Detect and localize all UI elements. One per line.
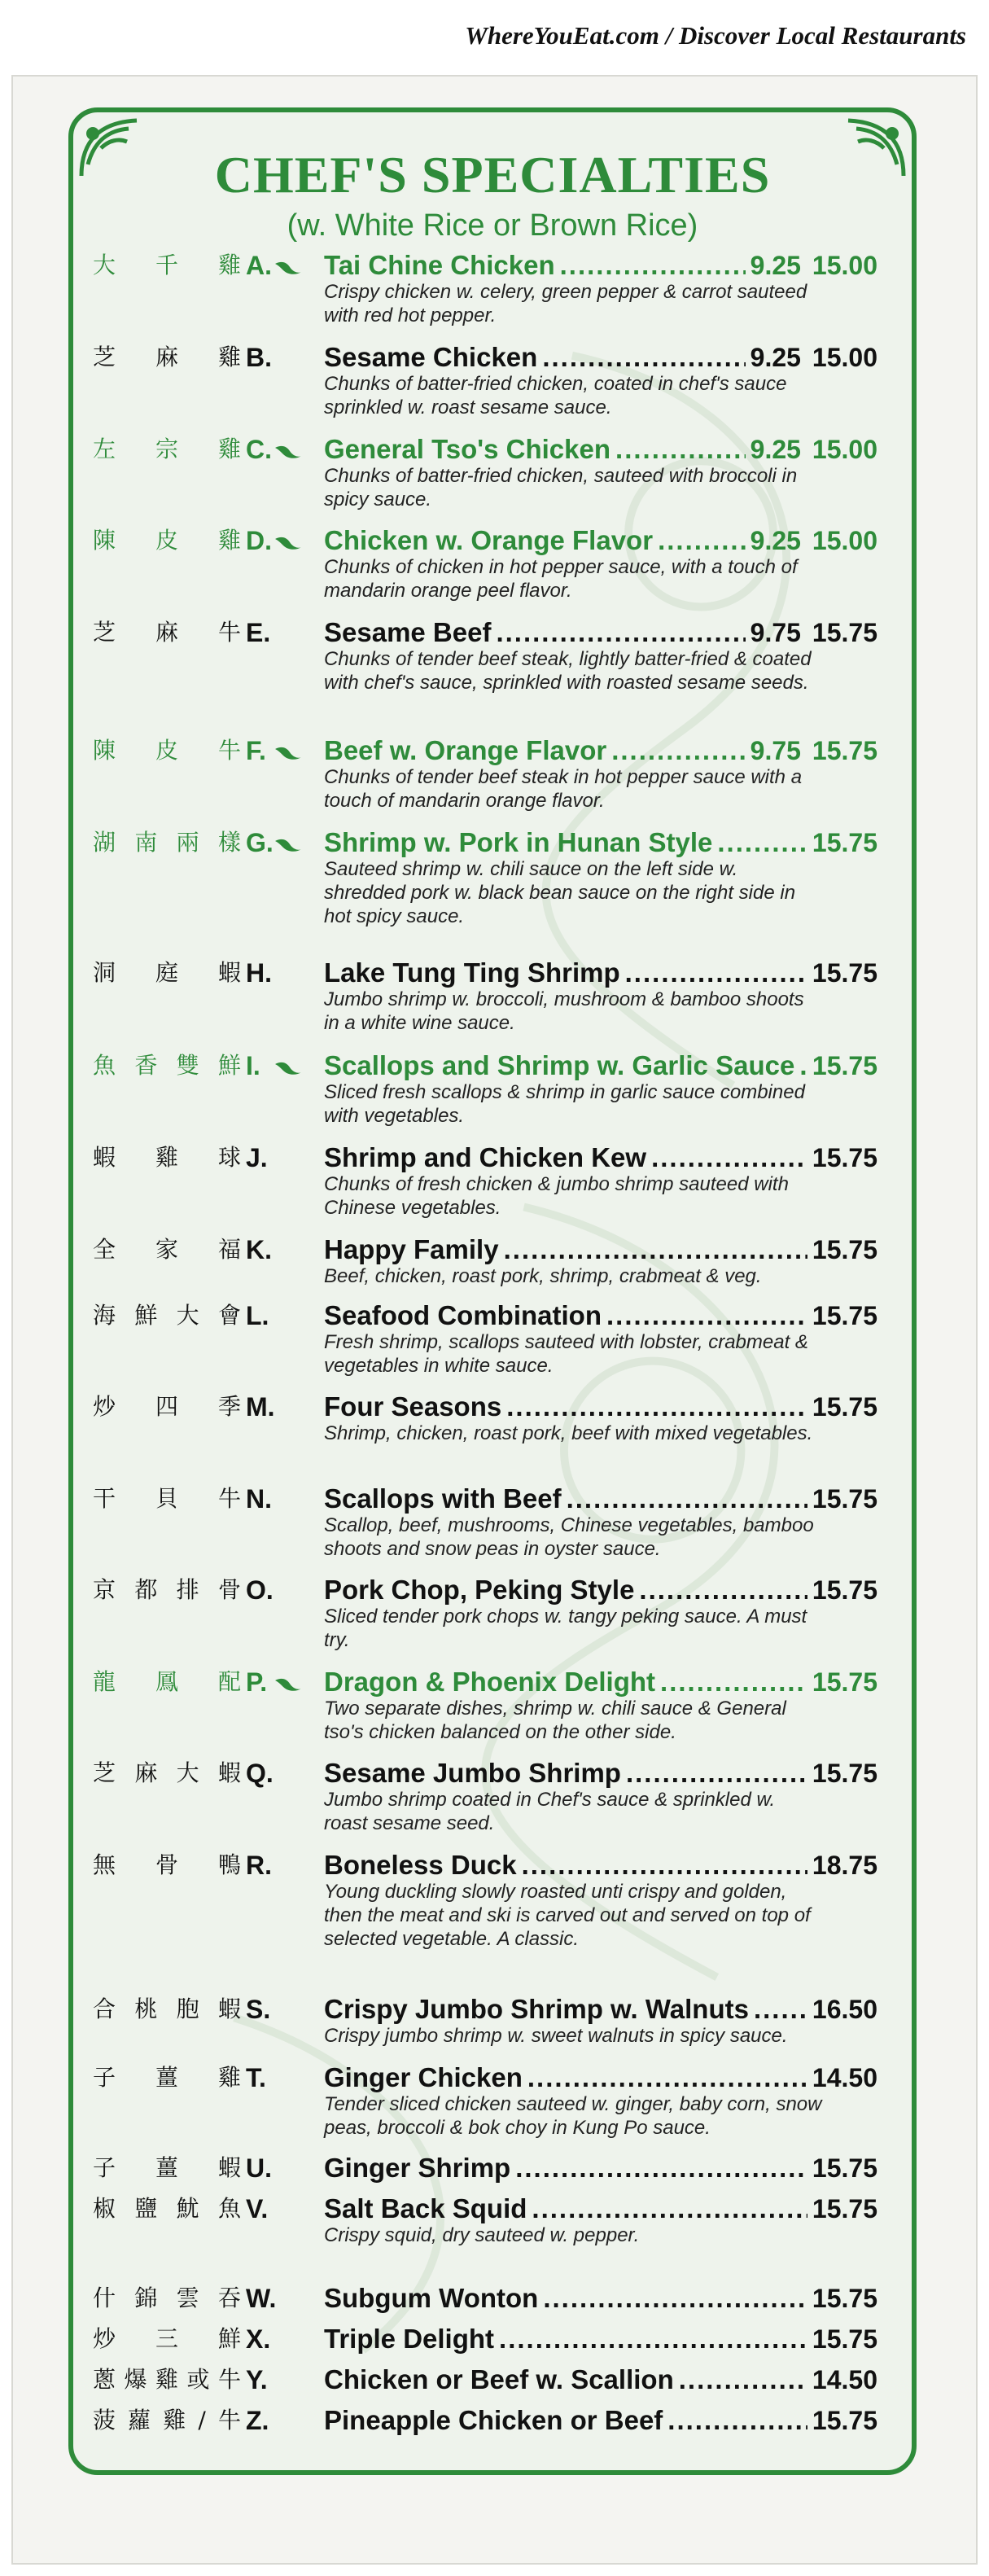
- menu-item-name-line: [324, 2323, 877, 2355]
- menu-item-name-line: [324, 2282, 877, 2315]
- menu-item-name: Four Seasons: [324, 1391, 502, 1422]
- menu-item-description: Scallop, beef, mushrooms, Chinese vegetables, bamboo shoots and snow peas in oyster sauce.: [324, 1514, 814, 1560]
- dot-leader: [658, 524, 746, 557]
- menu-item-letter: C.: [246, 435, 272, 464]
- price-large: 15.75: [812, 1759, 877, 1788]
- menu-item-name: Pork Chop, Peking Style: [324, 1575, 635, 1605]
- menu-item-name: Triple Delight: [324, 2324, 495, 2354]
- price-large: 18.75: [812, 1851, 877, 1880]
- price-small: 9.75: [750, 618, 801, 647]
- price-large: 15.75: [812, 736, 877, 765]
- price-large: 15.75: [812, 958, 877, 988]
- dot-leader: [506, 1391, 807, 1423]
- dot-leader: [499, 2323, 807, 2355]
- price-large: 15.00: [812, 435, 877, 464]
- menu-item-description: Jumbo shrimp coated in Chef's sauce & sprinkled w. roast sesame seed.: [324, 1789, 776, 1834]
- menu-item-description: Beef, chicken, roast pork, shrimp, crabmeat & veg.: [324, 1265, 762, 1287]
- price-large: 16.50: [812, 1995, 877, 2024]
- price-large: 15.75: [812, 2284, 877, 2313]
- menu-item-description: Crispy jumbo shrimp w. sweet walnuts in spicy sauce.: [324, 2025, 788, 2047]
- dot-leader: [667, 2404, 807, 2437]
- menu-item-letter: U.: [246, 2153, 272, 2183]
- price-small: 9.25: [750, 343, 801, 372]
- menu-item-chinese-name: 炒 三 鮮: [93, 2325, 241, 2352]
- menu-item-letter: M.: [246, 1392, 275, 1422]
- menu-item-chinese-name: 炒 四 季: [93, 1393, 241, 1420]
- price-large: 15.75: [812, 1143, 877, 1172]
- menu-item-chinese-name: 芝 麻 大 蝦: [93, 1759, 241, 1786]
- hot-pepper-icon: [274, 259, 303, 275]
- menu-item-name-line: [324, 1141, 877, 1174]
- menu-item-chinese-name: 大 千 雞: [93, 252, 241, 278]
- menu-item-letter: B.: [246, 343, 272, 372]
- dot-leader: [651, 1141, 807, 1174]
- menu-item-description: Crispy squid, dry sauteed w. pepper.: [324, 2224, 640, 2246]
- menu-item-letter: F.: [246, 736, 266, 765]
- dot-leader: [560, 249, 746, 282]
- menu-item-name: Boneless Duck: [324, 1850, 517, 1880]
- menu-item-name-line: [324, 1391, 877, 1423]
- dot-leader: [522, 1849, 807, 1882]
- menu-item-name-line: [324, 2404, 877, 2437]
- price-large: 14.50: [812, 2063, 877, 2092]
- menu-item-name: Crispy Jumbo Shrimp w. Walnuts: [324, 1994, 749, 2024]
- menu-item-name: Salt Back Squid: [324, 2193, 527, 2223]
- menu-item-description: Chunks of fresh chicken & jumbo shrimp sauteed with Chinese vegetables.: [324, 1173, 789, 1219]
- menu-item-name: Scallops and Shrimp w. Garlic Sauce: [324, 1050, 795, 1080]
- menu-item-description: Chunks of batter-fried chicken, sauteed with broccoli in spicy sauce.: [324, 465, 798, 510]
- dot-leader: [611, 734, 745, 767]
- site-header: WhereYouEat.com / Discover Local Restaurants: [465, 21, 966, 50]
- dot-leader: [717, 826, 807, 859]
- menu-item-letter: O.: [246, 1575, 274, 1605]
- menu-item-chinese-name: 椒 鹽 魷 魚: [93, 2195, 241, 2222]
- hot-pepper-icon: [274, 534, 303, 550]
- menu-item-name: Scallops with Beef: [324, 1483, 562, 1514]
- menu-item-description: Sauteed shrimp w. chili sauce on the left side w. shredded pork w. black bean sauce on the right side in hot spicy sauce.: [324, 858, 796, 927]
- menu-item-letter: A.: [246, 251, 272, 280]
- menu-item-name-line: [324, 957, 877, 989]
- menu-item-name-line: [324, 341, 877, 374]
- dot-leader: [625, 957, 807, 989]
- menu-item-letter: T.: [246, 2063, 266, 2092]
- dot-leader: [626, 1757, 807, 1790]
- menu-item-name: Chicken or Beef w. Scallion: [324, 2364, 674, 2394]
- menu-item-name-line: [324, 1233, 877, 1266]
- menu-item-name: Shrimp w. Pork in Hunan Style: [324, 827, 713, 857]
- menu-item-chinese-name: 蝦 雞 球: [93, 1144, 241, 1171]
- menu-item-chinese-name: 芝 麻 牛: [93, 619, 241, 646]
- menu-item-chinese-name: 子 薑 蝦: [93, 2154, 241, 2181]
- menu-item-letter: X.: [246, 2324, 271, 2354]
- menu-item-chinese-name: 海 鮮 大 會: [93, 1302, 241, 1329]
- menu-item-name-line: [324, 616, 877, 649]
- price-small: 9.75: [750, 736, 801, 765]
- menu-item-name-line: [324, 2193, 877, 2225]
- menu-item-chinese-name: 洞 庭 蝦: [93, 959, 241, 986]
- menu-item-name-line: [324, 1993, 877, 2026]
- menu-item-chinese-name: 芝 麻 雞: [93, 344, 241, 370]
- menu-item-description: Chunks of tender beef steak, lightly batter-fried & coated with chef's sauce, sprinkled with roasted sesame seeds.: [324, 648, 812, 694]
- menu-item-letter: Q.: [246, 1759, 274, 1788]
- price-large: 15.00: [812, 526, 877, 555]
- menu-item-letter: D.: [246, 526, 272, 555]
- menu-item-name: Ginger Chicken: [324, 2062, 523, 2092]
- hot-pepper-icon: [274, 744, 303, 760]
- menu-item-name: Sesame Jumbo Shrimp: [324, 1758, 621, 1788]
- dot-leader: [639, 1574, 807, 1606]
- price-small: 9.25: [750, 526, 801, 555]
- menu-item-description: Sliced tender pork chops w. tangy peking sauce. A must try.: [324, 1606, 807, 1651]
- menu-item-chinese-name: 京 都 排 骨: [93, 1576, 241, 1603]
- menu-item-name: Pineapple Chicken or Beef: [324, 2405, 663, 2435]
- dot-leader: [754, 1993, 807, 2026]
- price-large: 15.75: [812, 1575, 877, 1605]
- price-large: 15.75: [812, 2406, 877, 2435]
- price-large: 15.75: [812, 2324, 877, 2354]
- price-small: 9.25: [750, 435, 801, 464]
- menu-item-letter: V.: [246, 2194, 269, 2223]
- menu-item-chinese-name: 龍 鳳 配: [93, 1668, 241, 1695]
- hot-pepper-icon: [274, 1676, 303, 1692]
- menu-item-chinese-name: 陳 皮 牛: [93, 737, 241, 764]
- menu-item-letter: Y.: [246, 2365, 268, 2394]
- menu-item-description: Chunks of batter-fried chicken, coated in chef's sauce sprinkled w. roast sesame sauce.: [324, 373, 787, 418]
- dot-leader: [567, 1483, 807, 1515]
- menu-item-letter: H.: [246, 958, 272, 988]
- menu-item-name: Dragon & Phoenix Delight: [324, 1667, 656, 1697]
- menu-item-letter: E.: [246, 618, 271, 647]
- menu-item-name: Sesame Beef: [324, 617, 492, 647]
- menu-item-name: Ginger Shrimp: [324, 2153, 511, 2183]
- price-large: 15.75: [812, 618, 877, 647]
- menu-item-letter: S.: [246, 1995, 271, 2024]
- menu-item-chinese-name: 魚 香 雙 鮮: [93, 1052, 241, 1079]
- menu-item-letter: W.: [246, 2284, 277, 2313]
- price-large: 15.75: [812, 2153, 877, 2183]
- dot-leader: [615, 433, 746, 466]
- price-large: 14.50: [812, 2365, 877, 2394]
- price-large: 15.00: [812, 343, 877, 372]
- menu-item-name-line: [324, 524, 877, 557]
- menu-item-name: Happy Family: [324, 1234, 499, 1264]
- price-large: 15.75: [812, 1392, 877, 1422]
- dot-leader: [799, 1049, 807, 1082]
- price-large: 15.75: [812, 1235, 877, 1264]
- menu-item-chinese-name: 陳 皮 雞: [93, 527, 241, 554]
- menu-item-chinese-name: 左 宗 雞: [93, 436, 241, 462]
- price-large: 15.75: [812, 828, 877, 857]
- menu-item-description: Young duckling slowly roasted unti crispy and golden, then the meat and ski is carved out and served on top of selected vegetable. A classic.: [324, 1881, 811, 1950]
- price-large: 15.75: [812, 1301, 877, 1330]
- menu-item-name-line: [324, 1049, 877, 1082]
- menu-title: CHEF'S SPECIALTIES: [214, 146, 771, 204]
- menu-item-name-line: [324, 1757, 877, 1790]
- menu-item-description: Sliced fresh scallops & shrimp in garlic sauce combined with vegetables.: [324, 1081, 805, 1127]
- menu-item-letter: P.: [246, 1667, 268, 1697]
- menu-item-name-line: [324, 734, 877, 767]
- menu-item-letter: R.: [246, 1851, 272, 1880]
- menu-item-name-line: [324, 1849, 877, 1882]
- dot-leader: [515, 2152, 807, 2184]
- menu-item-description: Chunks of chicken in hot pepper sauce, with a touch of mandarin orange peel flavor.: [324, 556, 798, 602]
- dot-leader: [679, 2364, 807, 2396]
- menu-item-name: Lake Tung Ting Shrimp: [324, 957, 620, 988]
- menu-item-description: Crispy chicken w. celery, green pepper & carrot sauteed with red hot pepper.: [324, 281, 807, 326]
- menu-item-name: Sesame Chicken: [324, 342, 538, 372]
- price-large: 15.75: [812, 1484, 877, 1514]
- menu-item-chinese-name: 全 家 福: [93, 1236, 241, 1263]
- menu-item-description: Jumbo shrimp w. broccoli, mushroom & bamboo shoots in a white wine sauce.: [324, 988, 804, 1034]
- dot-leader: [606, 1299, 807, 1332]
- menu-item-description: Chunks of tender beef steak in hot pepper sauce with a touch of mandarin orange flavor.: [324, 766, 803, 812]
- dot-leader: [504, 1233, 807, 1266]
- menu-item-name-line: [324, 2152, 877, 2184]
- menu-frame: [68, 107, 917, 2475]
- price-large: 15.75: [812, 1051, 877, 1080]
- menu-item-name-line: [324, 826, 877, 859]
- menu-item-name: Chicken w. Orange Flavor: [324, 525, 654, 555]
- menu-item-chinese-name: 湖 南 兩 樣: [93, 829, 241, 856]
- hot-pepper-icon: [274, 1059, 303, 1076]
- hot-pepper-icon: [274, 443, 303, 459]
- price-large: 15.75: [812, 2194, 877, 2223]
- menu-item-description: Two separate dishes, shrimp w. chili sauce & General tso's chicken balanced on the other side.: [324, 1698, 786, 1743]
- menu-item-name-line: [324, 2061, 877, 2094]
- menu-item-chinese-name: 蔥 爆 雞 或 牛: [93, 2366, 241, 2393]
- dot-leader: [496, 616, 745, 649]
- menu-item-chinese-name: 無 骨 鴨: [93, 1851, 241, 1878]
- menu-item-letter: G.: [246, 828, 274, 857]
- price-large: 15.75: [812, 1667, 877, 1697]
- dot-leader: [532, 2193, 807, 2225]
- menu-item-name-line: [324, 249, 877, 282]
- menu-item-name-line: [324, 1483, 877, 1515]
- menu-item-letter: Z.: [246, 2406, 269, 2435]
- menu-item-name: Beef w. Orange Flavor: [324, 735, 607, 765]
- menu-item-letter: J.: [246, 1143, 268, 1172]
- menu-item-chinese-name: 干 貝 牛: [93, 1485, 241, 1512]
- hot-pepper-icon: [274, 836, 303, 852]
- menu-item-name: General Tso's Chicken: [324, 434, 611, 464]
- menu-item-description: Fresh shrimp, scallops sauteed with lobster, crabmeat & vegetables in white sauce.: [324, 1331, 808, 1377]
- menu-item-letter: I.: [246, 1051, 260, 1080]
- menu-item-letter: K.: [246, 1235, 272, 1264]
- menu-item-name-line: [324, 433, 877, 466]
- menu-subtitle: (w. White Rice or Brown Rice): [287, 208, 698, 243]
- dot-leader: [542, 341, 745, 374]
- dot-leader: [543, 2282, 807, 2315]
- menu-item-description: Tender sliced chicken sauteed w. ginger, baby corn, snow peas, broccoli & bok choy in Kung Po sauce.: [324, 2093, 822, 2139]
- menu-item-chinese-name: 子 薑 雞: [93, 2064, 241, 2091]
- menu-item-description: Shrimp, chicken, roast pork, beef with mixed vegetables.: [324, 1422, 813, 1444]
- menu-item-name: Tai Chine Chicken: [324, 250, 555, 280]
- menu-item-chinese-name: 菠 蘿 雞 / 牛: [93, 2407, 241, 2434]
- menu-item-chinese-name: 合 桃 胞 蝦: [93, 1996, 241, 2022]
- price-small: 9.25: [750, 251, 801, 280]
- menu-item-chinese-name: 什 錦 雲 吞: [93, 2285, 241, 2311]
- menu-item-name-line: [324, 1574, 877, 1606]
- dot-leader: [527, 2061, 807, 2094]
- menu-item-name: Seafood Combination: [324, 1300, 602, 1330]
- menu-item-letter: L.: [246, 1301, 269, 1330]
- menu-item-name: Subgum Wonton: [324, 2283, 539, 2313]
- menu-item-name: Shrimp and Chicken Kew: [324, 1142, 647, 1172]
- menu-item-name-line: [324, 1299, 877, 1332]
- menu-item-name-line: [324, 1666, 877, 1698]
- menu-item-letter: N.: [246, 1484, 272, 1514]
- price-large: 15.00: [812, 251, 877, 280]
- dot-leader: [660, 1666, 807, 1698]
- menu-item-name-line: [324, 2364, 877, 2396]
